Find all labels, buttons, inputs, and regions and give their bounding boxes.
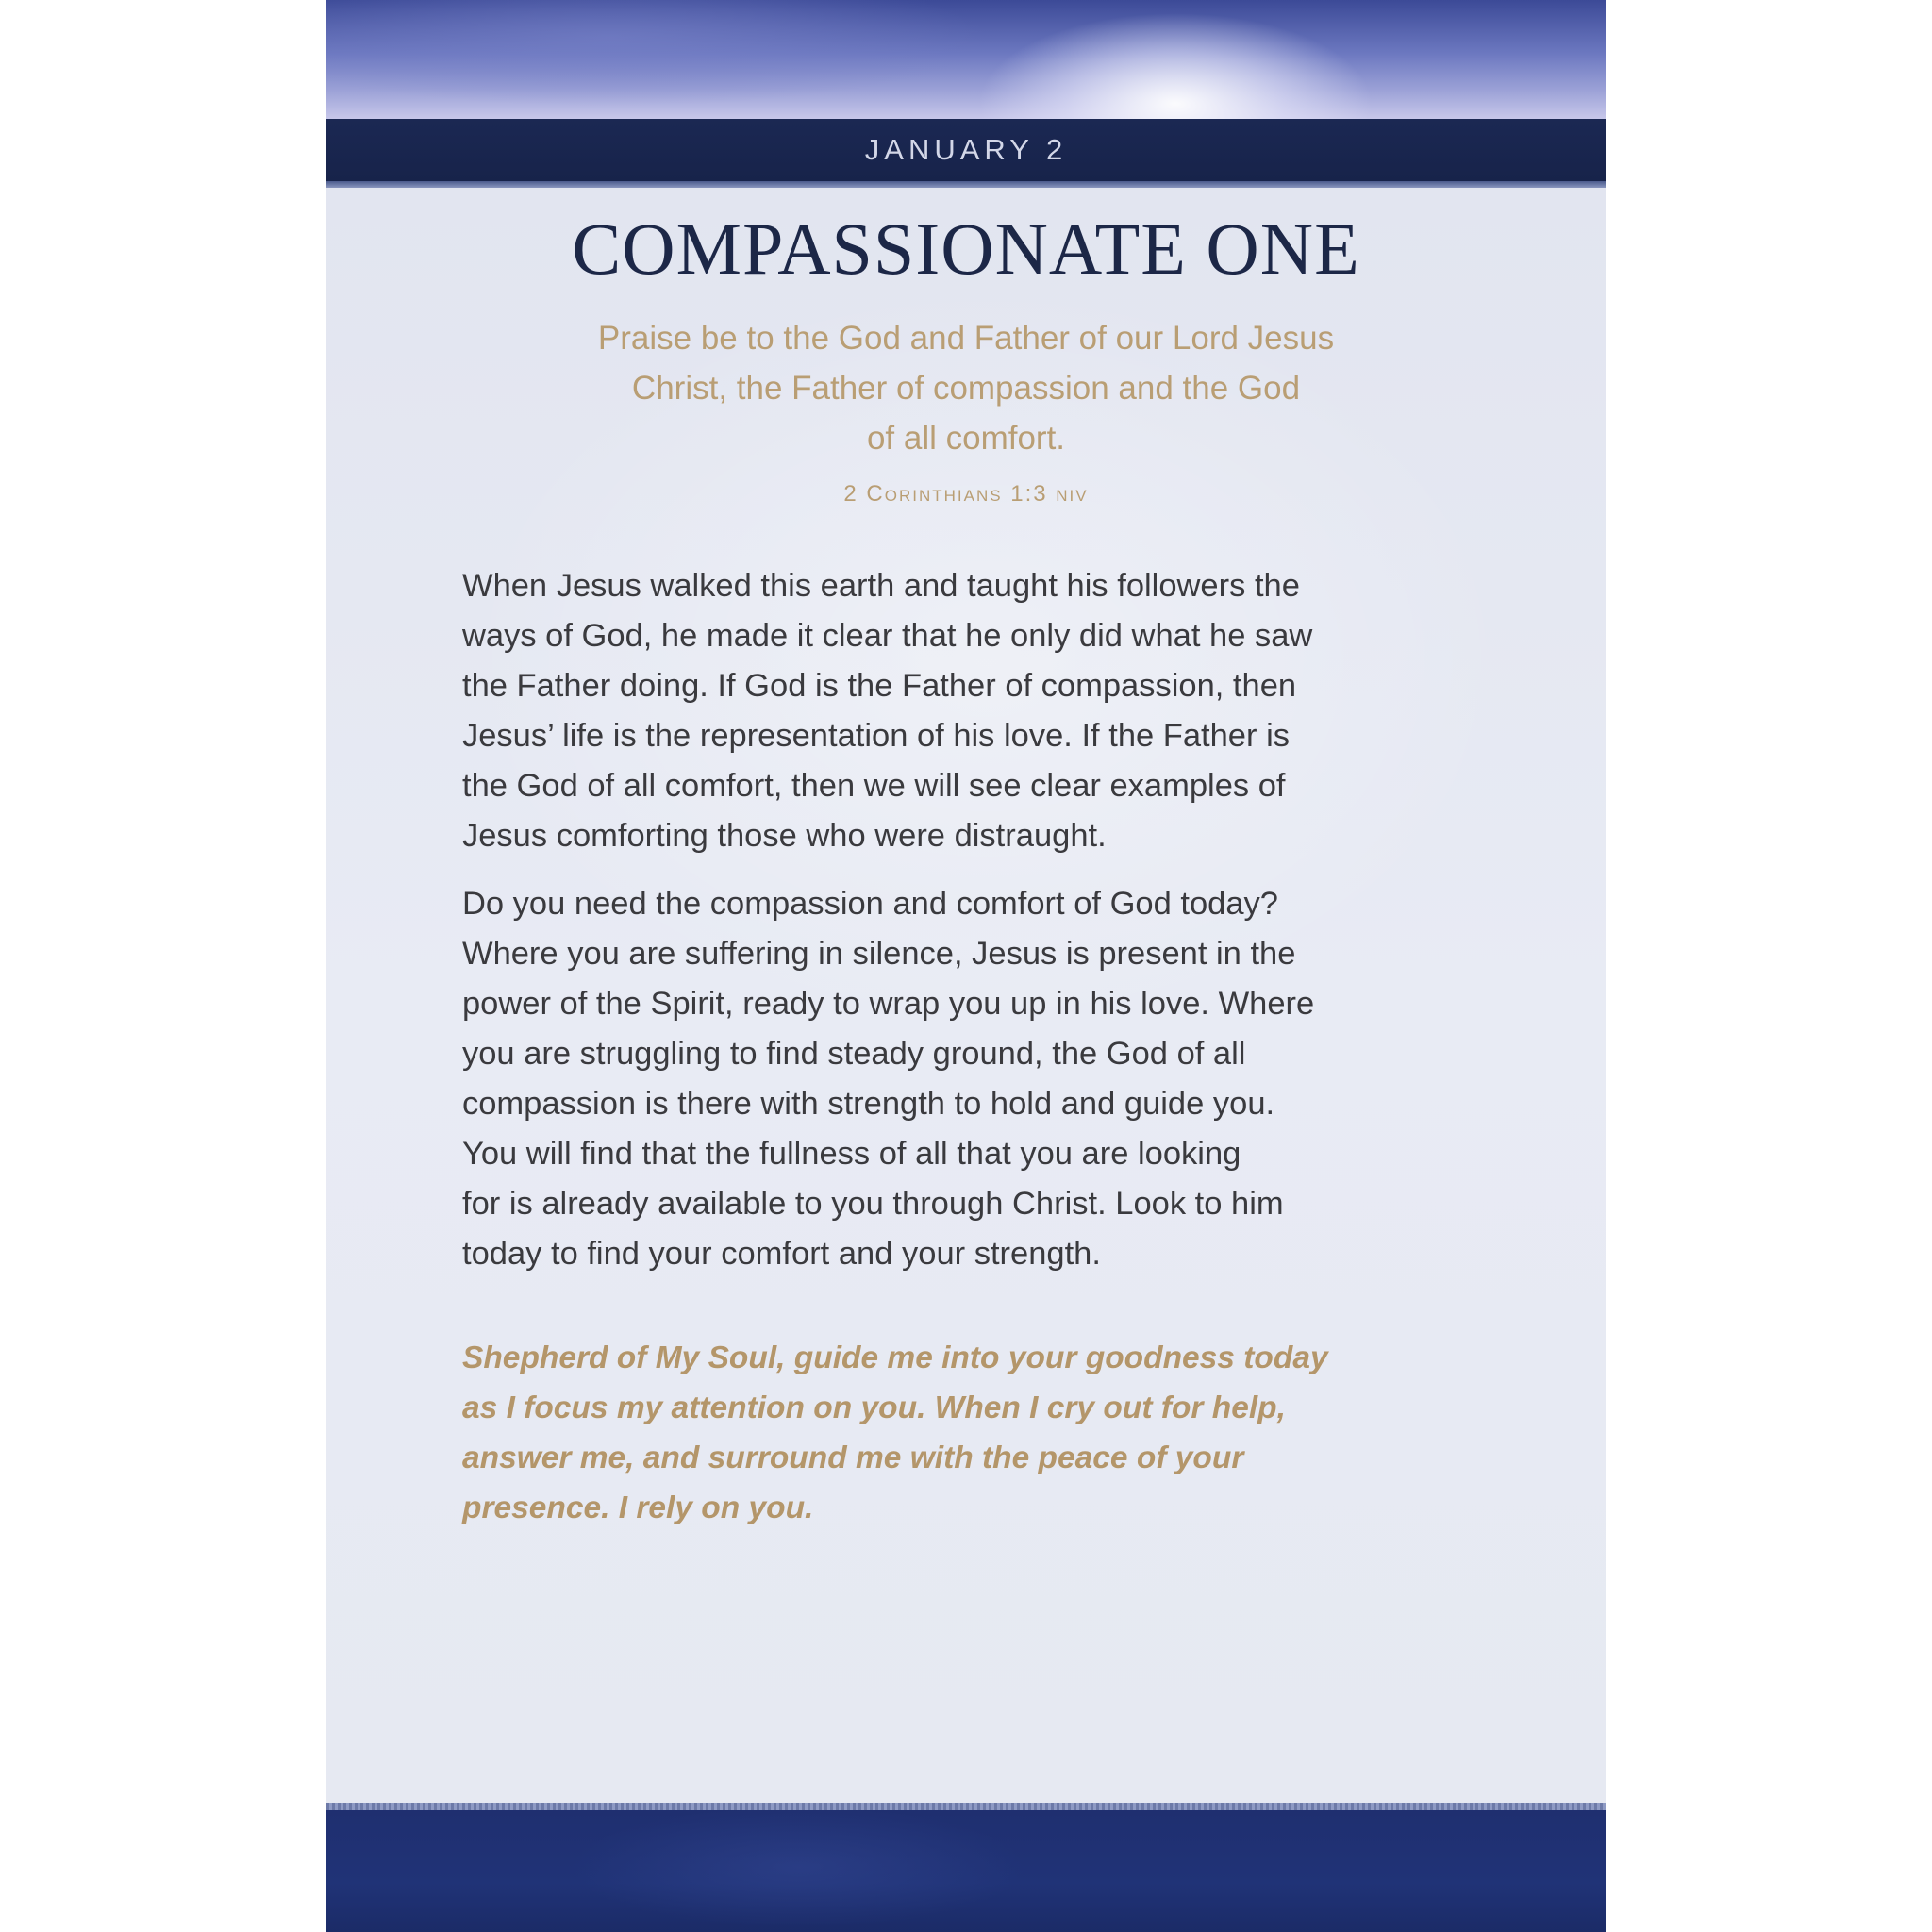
prayer-line: answer me, and surround me with the peace of your xyxy=(462,1441,1244,1475)
verse-reference: 2 Corinthians 1:3 niv xyxy=(843,481,1089,507)
body-paragraph-2 xyxy=(462,879,1491,1279)
prayer-text xyxy=(462,1333,1491,1533)
verse-line: Christ, the Father of compassion and the God xyxy=(631,370,1301,407)
body-line: You will find that the fullness of all that you are looking xyxy=(462,1136,1241,1172)
body-line: compassion is there with strength to hold and guide you. xyxy=(462,1086,1275,1122)
scripture-verse xyxy=(468,313,1464,463)
header-divider xyxy=(326,181,1606,188)
body-line: Jesus’ life is the representation of his love. If the Father is xyxy=(462,718,1290,754)
date-band xyxy=(326,119,1606,181)
body-line: Where you are suffering in silence, Jesus is present in the xyxy=(462,936,1296,972)
sky-header-image xyxy=(326,0,1606,119)
prayer-line: presence. I rely on you. xyxy=(462,1491,814,1525)
footer-divider xyxy=(326,1803,1606,1810)
devotional-page xyxy=(326,0,1606,1932)
date-label: JANUARY 2 xyxy=(864,133,1068,166)
body-line: you are struggling to find steady ground, the God of all xyxy=(462,1036,1246,1072)
body-line: today to find your comfort and your strength. xyxy=(462,1236,1101,1272)
body-line: ways of God, he made it clear that he only did what he saw xyxy=(462,618,1313,654)
page-title: COMPASSIONATE ONE xyxy=(572,208,1360,290)
body-line: power of the Spirit, ready to wrap you up in his love. Where xyxy=(462,986,1315,1022)
body-line: for is already available to you through Christ. Look to him xyxy=(462,1186,1284,1222)
footer-band xyxy=(326,1810,1606,1932)
verse-line: Praise be to the God and Father of our Lord Jesus xyxy=(597,320,1335,357)
prayer-line: as I focus my attention on you. When I cry out for help, xyxy=(462,1391,1286,1425)
body-line: the Father doing. If God is the Father of compassion, then xyxy=(462,668,1297,704)
verse-line: of all comfort. xyxy=(866,420,1066,457)
body-line: Do you need the compassion and comfort of God today? xyxy=(462,886,1278,922)
prayer-line: Shepherd of My Soul, guide me into your goodness today xyxy=(462,1341,1328,1375)
page-content xyxy=(326,188,1606,1803)
body-line: When Jesus walked this earth and taught his followers the xyxy=(462,568,1300,604)
body-line: Jesus comforting those who were distraught. xyxy=(462,818,1107,854)
body-paragraph-1 xyxy=(462,561,1491,861)
body-line: the God of all comfort, then we will see clear examples of xyxy=(462,768,1286,804)
